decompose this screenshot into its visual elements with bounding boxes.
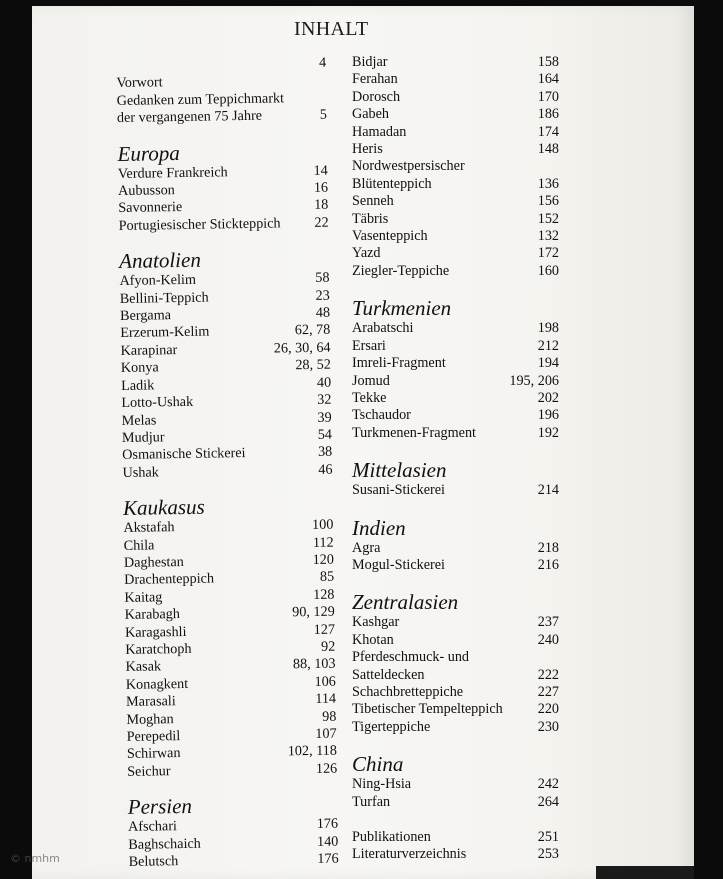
toc-entry bbox=[352, 320, 559, 337]
toc-entry-page: 216 bbox=[537, 556, 559, 573]
toc-entry-page: 128 bbox=[313, 586, 335, 603]
toc-entry-page: 152 bbox=[537, 210, 559, 227]
toc-entry-page: 32 bbox=[317, 391, 332, 408]
toc-entry-page: 174 bbox=[537, 123, 559, 140]
toc-entry-label: Verdure Frankreich bbox=[117, 163, 228, 182]
toc-entry-page: 251 bbox=[537, 829, 559, 845]
toc-entry-page: 264 bbox=[537, 793, 559, 810]
toc-entry bbox=[352, 701, 559, 718]
toc-entry bbox=[352, 846, 559, 863]
toc-entry-label: Belutsch bbox=[128, 853, 179, 870]
toc-entry-page: 100 bbox=[311, 516, 334, 534]
toc-entry-label: Chila bbox=[123, 536, 155, 554]
toc-entry-page: 194 bbox=[537, 355, 559, 372]
toc-entry-label: Bergama bbox=[119, 307, 172, 325]
toc-entry bbox=[352, 193, 559, 210]
toc-entry bbox=[352, 829, 559, 846]
toc-entry bbox=[352, 89, 559, 106]
toc-entry-label: Khotan bbox=[352, 631, 394, 648]
toc-entry bbox=[352, 719, 559, 736]
toc-entry-label: Vasenteppich bbox=[352, 228, 428, 245]
toc-entry-label: Daghestan bbox=[123, 553, 184, 571]
toc-entry-label: Bellini-Teppich bbox=[119, 289, 209, 307]
toc-entry-label: Ning-Hsia bbox=[352, 776, 412, 793]
toc-entry-page: 5 bbox=[319, 106, 328, 124]
toc-entry-label: der vergangenen 75 Jahre bbox=[116, 107, 263, 127]
toc-entry-page: 23 bbox=[315, 287, 330, 304]
section-heading: China bbox=[352, 752, 404, 777]
toc-entry-label: Baghschaich bbox=[128, 835, 201, 853]
toc-entry-page: 14 bbox=[313, 162, 328, 179]
toc-entry-label: Lotto-Ushak bbox=[121, 393, 194, 412]
toc-entry-label: Kasak bbox=[125, 658, 162, 676]
toc-entry-label: Osmanische Stickerei bbox=[122, 445, 246, 464]
toc-entry-page: 136 bbox=[537, 175, 559, 192]
toc-entry-label: Turfan bbox=[352, 793, 391, 810]
toc-entry-page: 127 bbox=[313, 621, 336, 638]
toc-entry-page: 48 bbox=[315, 304, 331, 321]
toc-entry-label: Schirwan bbox=[126, 745, 181, 763]
watermark: © nmhm bbox=[10, 852, 60, 865]
toc-entry-label: Pferdeschmuck- und bbox=[352, 649, 470, 666]
toc-entry-page: 102, 118 bbox=[287, 743, 338, 760]
toc-entry-page: 170 bbox=[537, 88, 559, 105]
toc-entry bbox=[352, 176, 559, 193]
toc-entry bbox=[352, 776, 559, 793]
toc-entry-page: 22 bbox=[314, 214, 329, 231]
toc-entry-page: 106 bbox=[314, 673, 336, 690]
toc-entry-label: Portugiesischer Stickteppich bbox=[118, 215, 281, 234]
toc-entry-page: 140 bbox=[316, 833, 339, 850]
toc-entry bbox=[127, 760, 337, 781]
toc-entry-label: Kaitag bbox=[124, 589, 163, 606]
toc-entry-page: 195, 206 bbox=[509, 372, 559, 389]
toc-entry-label: Gabeh bbox=[352, 106, 390, 123]
toc-entry-page: 92 bbox=[320, 638, 336, 655]
toc-entry-page: 158 bbox=[537, 54, 559, 70]
toc-entry-page: 120 bbox=[312, 551, 335, 568]
section-heading: Turkmenien bbox=[352, 296, 452, 321]
toc-entry bbox=[122, 461, 332, 482]
toc-entry-page: 240 bbox=[537, 631, 559, 648]
toc-entry-label: Turkmenen-Fragment bbox=[352, 424, 476, 441]
toc-entry bbox=[352, 106, 559, 123]
toc-entry-label: Täbris bbox=[352, 210, 389, 227]
toc-entry bbox=[352, 373, 559, 390]
toc-entry-label: Susani-Stickerei bbox=[352, 482, 445, 499]
toc-entry-label: Karabagh bbox=[124, 606, 181, 624]
toc-entry bbox=[352, 649, 559, 666]
toc-entry-label: Tigerteppiche bbox=[352, 718, 431, 735]
toc-entry bbox=[129, 851, 339, 872]
page-title: INHALT bbox=[294, 18, 369, 40]
toc-entry-label: Aubusson bbox=[117, 182, 175, 200]
toc-entry bbox=[352, 124, 559, 141]
toc-entry-page: 107 bbox=[315, 725, 337, 742]
section-heading: Indien bbox=[352, 515, 406, 540]
toc-entry-label: Heris bbox=[352, 141, 383, 158]
toc-entry-label: Konya bbox=[120, 359, 159, 377]
toc-entry-label: Ziegler-Teppiche bbox=[352, 262, 450, 279]
toc-entry-label: Ferahan bbox=[352, 71, 398, 88]
toc-entry bbox=[352, 54, 559, 71]
toc-entry-page: 172 bbox=[537, 245, 559, 262]
section-heading: Mittelasien bbox=[352, 458, 447, 483]
toc-entry-label: Agra bbox=[352, 539, 381, 556]
toc-entry-label: Afschari bbox=[127, 818, 178, 836]
toc-entry-label: Seichur bbox=[127, 763, 171, 780]
toc-entry-label: Hamadan bbox=[352, 123, 407, 140]
toc-entry bbox=[352, 211, 559, 228]
toc-entry-label: Moghan bbox=[126, 710, 174, 728]
toc-entry-page: 160 bbox=[537, 262, 559, 279]
section-heading: Persien bbox=[127, 794, 193, 820]
toc-entry-page: 186 bbox=[537, 106, 559, 123]
toc-entry-page: 176 bbox=[317, 850, 339, 867]
toc-entry bbox=[125, 604, 335, 625]
toc-entry-page: 192 bbox=[537, 424, 559, 441]
toc-entry bbox=[352, 684, 559, 701]
toc-entry-page: 126 bbox=[315, 760, 338, 777]
spacer bbox=[352, 811, 559, 829]
toc-entry-label: Erzerum-Kelim bbox=[120, 324, 210, 342]
toc-entry-label: Schachbretteppiche bbox=[352, 683, 464, 700]
toc-entry-page: 38 bbox=[317, 443, 333, 461]
toc-entry-page: 242 bbox=[537, 776, 559, 793]
toc-entry bbox=[352, 482, 559, 499]
toc-entry bbox=[352, 245, 559, 262]
toc-entry-page: 112 bbox=[312, 534, 334, 551]
toc-entry bbox=[352, 632, 559, 649]
toc-entry-label: Gedanken zum Teppichmarkt bbox=[116, 90, 285, 109]
toc-entry bbox=[127, 743, 337, 764]
toc-entry-page: 16 bbox=[313, 179, 329, 196]
toc-entry-page: 222 bbox=[537, 666, 559, 683]
toc-entry-label: Marasali bbox=[125, 693, 176, 711]
toc-entry-label: Akstafah bbox=[123, 519, 175, 537]
toc-left-column bbox=[116, 55, 339, 872]
toc-entry-label: Yazd bbox=[352, 245, 381, 262]
toc-entry-page: 39 bbox=[317, 409, 332, 426]
book-page bbox=[32, 6, 694, 879]
toc-entry-label: Tschaudor bbox=[352, 407, 411, 424]
toc-entry-label: Nordwestpersischer bbox=[352, 158, 465, 175]
toc-entry-page: 18 bbox=[314, 197, 329, 214]
toc-entry-page: 62, 78 bbox=[294, 322, 331, 339]
toc-entry bbox=[352, 263, 559, 280]
toc-entry-page: 46 bbox=[318, 461, 333, 478]
toc-entry bbox=[117, 107, 327, 128]
toc-entry-label: Karagashli bbox=[124, 623, 187, 641]
toc-entry-label: Karapinar bbox=[120, 341, 178, 359]
toc-entry-label: Konagkent bbox=[125, 675, 189, 693]
toc-entry-page: 90, 129 bbox=[292, 603, 335, 621]
toc-entry-page: 212 bbox=[537, 337, 559, 354]
toc-entry bbox=[352, 614, 559, 631]
toc-entry-page: 26, 30, 64 bbox=[273, 339, 331, 357]
toc-entry bbox=[352, 228, 559, 245]
toc-entry-label: Satteldecken bbox=[352, 666, 425, 683]
toc-entry-label: Literaturverzeichnis bbox=[352, 846, 467, 863]
toc-entry bbox=[352, 141, 559, 158]
toc-entry-page: 98 bbox=[322, 708, 337, 725]
toc-entry-label: Perepedil bbox=[126, 728, 181, 745]
toc-entry-page: 88, 103 bbox=[292, 656, 336, 673]
toc-entry bbox=[352, 355, 559, 372]
toc-entry-page: 156 bbox=[537, 193, 559, 210]
toc-entry bbox=[352, 338, 559, 355]
toc-entry-label: Mogul-Stickerei bbox=[352, 556, 445, 573]
toc-entry bbox=[352, 71, 559, 88]
toc-entry-label: Melas bbox=[121, 411, 157, 429]
toc-entry-page: 176 bbox=[316, 815, 339, 833]
toc-entry bbox=[352, 407, 559, 424]
toc-entry-page: 132 bbox=[537, 228, 559, 245]
toc-entry-page: 202 bbox=[537, 389, 559, 406]
toc-entry-label: Karatchoph bbox=[125, 640, 192, 658]
background-strip bbox=[596, 866, 694, 879]
toc-entry-label: Bidjar bbox=[352, 54, 388, 70]
toc-entry bbox=[121, 357, 331, 378]
toc-entry-page: 196 bbox=[537, 407, 559, 424]
toc-entry bbox=[119, 215, 329, 236]
toc-entry-page: 220 bbox=[537, 701, 559, 718]
section-heading: Kaukasus bbox=[122, 494, 205, 521]
section-heading: Europa bbox=[117, 140, 180, 166]
toc-entry-page: 148 bbox=[537, 141, 559, 158]
toc-entry-page: 40 bbox=[316, 374, 332, 391]
toc-entry-label: Ushak bbox=[122, 464, 159, 481]
toc-entry-page: 214 bbox=[537, 482, 559, 499]
toc-entry-label: Tekke bbox=[352, 389, 387, 406]
toc-entry bbox=[352, 425, 559, 442]
toc-entry bbox=[352, 158, 559, 175]
toc-entry-page: 164 bbox=[537, 71, 559, 88]
toc-entry-label: Ladik bbox=[121, 377, 155, 394]
toc-entry-page: 253 bbox=[537, 846, 559, 863]
toc-entry-label: Jomud bbox=[352, 372, 390, 389]
toc-entry-label: Kashgar bbox=[352, 614, 400, 631]
toc-entry-label: Arabatschi bbox=[352, 320, 414, 337]
toc-entry-label: Publikationen bbox=[352, 829, 431, 845]
toc-entry bbox=[352, 390, 559, 407]
toc-entry-page: 230 bbox=[537, 718, 559, 735]
toc-entry-label: Vorwort bbox=[116, 74, 163, 92]
toc-entry-page: 218 bbox=[537, 539, 559, 556]
toc-entry bbox=[352, 667, 559, 684]
toc-entry-page: 28, 52 bbox=[295, 356, 331, 374]
toc-right-column bbox=[352, 54, 559, 864]
toc-entry-label: Savonnerie bbox=[118, 199, 183, 217]
toc-entry-label: Imreli-Fragment bbox=[352, 355, 446, 372]
toc-entry-label: Mudjur bbox=[121, 429, 165, 446]
toc-entry-page: 4 bbox=[318, 54, 327, 71]
toc-entry-label: Tibetischer Tempelteppich bbox=[352, 701, 503, 718]
toc-entry-label: Dorosch bbox=[352, 88, 401, 105]
toc-entry bbox=[352, 557, 559, 574]
toc-entry-page: 58 bbox=[315, 269, 330, 287]
toc-entry bbox=[352, 794, 559, 811]
toc-entry-label: Blütenteppich bbox=[352, 175, 432, 192]
toc-entry-label: Senneh bbox=[352, 193, 394, 210]
toc-entry-page: 227 bbox=[537, 683, 559, 700]
toc-entry-page: 54 bbox=[317, 426, 333, 443]
toc-entry-label: Afyon-Kelim bbox=[119, 272, 197, 290]
toc-entry-page: 85 bbox=[319, 568, 335, 586]
section-heading: Zentralasien bbox=[352, 590, 459, 615]
toc-entry-label: Ersari bbox=[352, 337, 386, 354]
toc-entry bbox=[125, 656, 335, 677]
section-heading: Anatolien bbox=[119, 247, 202, 274]
toc-entry bbox=[352, 540, 559, 557]
toc-entry-page: 114 bbox=[315, 690, 337, 708]
toc-entry-page: 198 bbox=[537, 320, 559, 337]
toc-entry-page: 237 bbox=[537, 614, 559, 631]
toc-entry-label: Drachenteppich bbox=[124, 570, 215, 589]
